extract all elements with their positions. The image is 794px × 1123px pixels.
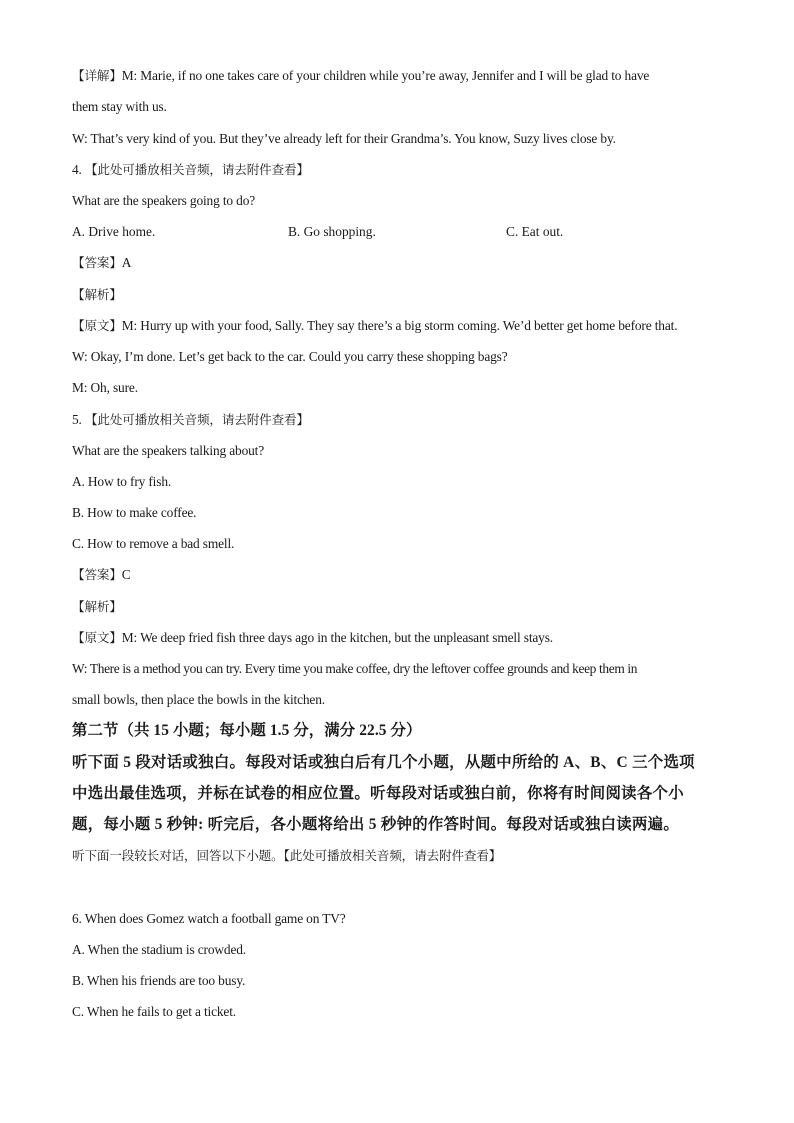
q5-audio-link[interactable]: 【此处可播放相关音频，请去附件查看】	[84, 412, 309, 427]
section-instruction-1: 听下面 5 段对话或独白。每段对话或独白后有几个小题，从题中所给的 A、B、C 三个选项	[72, 754, 695, 771]
answer-tag: 【答案】	[72, 255, 122, 270]
q6-option-b: B. When his friends are too busy.	[72, 973, 246, 988]
q5-transcript-line	[72, 630, 732, 646]
q3-response-line: W: That’s very kind of you. But they’ve already left for their Grandma’s. You know, Suzy lives close by.	[72, 131, 616, 146]
section-instruction-2: 中选出最佳选项，并标在试卷的相应位置。听每段对话或独白前，你将有时间阅读各个小	[72, 785, 684, 802]
q4-audio-link[interactable]: 【此处可播放相关音频，请去附件查看】	[84, 162, 309, 177]
section-instruction-3: 题，每小题 5 秒钟: 听完后，各小题将给出 5 秒钟的作答时间。每段对话或独白读两遍。	[72, 816, 680, 833]
q3-detail-line	[72, 68, 732, 84]
detail-tag: 【详解】	[72, 68, 122, 83]
q6-option-a: A. When the stadium is crowded.	[72, 942, 246, 957]
q6-question: 6. When does Gomez watch a football game on TV?	[72, 911, 346, 926]
q5-number: 5.	[72, 412, 82, 427]
answer-value: C	[121, 567, 131, 582]
transcript-tag: 【原文】	[72, 318, 122, 333]
q4-option-c: C. Eat out.	[506, 224, 564, 239]
q6-option-c: C. When he fails to get a ticket.	[72, 1004, 236, 1019]
q4-header	[72, 162, 732, 178]
detail-text: M: Marie, if no one takes care of your children while you’re away, Jennifer and I will be glad to have	[121, 68, 650, 83]
q4-analysis	[72, 287, 732, 303]
q5-answer	[72, 567, 732, 583]
section-title: 第二节（共 15 小题；每小题 1.5 分，满分 22.5 分）	[72, 722, 422, 739]
q5-transcript-line-2: W: There is a method you can try. Every time you make coffee, dry the leftover coffee grounds and keep them in	[72, 661, 638, 676]
q5-question: What are the speakers talking about?	[72, 443, 265, 458]
analysis-tag: 【解析】	[72, 287, 122, 302]
analysis-tag: 【解析】	[72, 599, 122, 614]
transcript-tag: 【原文】	[72, 630, 122, 645]
q4-answer	[72, 255, 732, 271]
q5-option-a: A. How to fry fish.	[72, 474, 172, 489]
q4-transcript-line-2: W: Okay, I’m done. Let’s get back to the car. Could you carry these shopping bags?	[72, 349, 508, 364]
q5-analysis	[72, 599, 732, 615]
q4-option-b: B. Go shopping.	[288, 224, 376, 239]
transcript-text: M: We deep fried fish three days ago in the kitchen, but the unpleasant smell stays.	[121, 630, 553, 645]
transcript-text: M: Hurry up with your food, Sally. They say there’s a big storm coming. We’d better get home before that.	[121, 318, 678, 333]
q5-option-c: C. How to remove a bad smell.	[72, 536, 235, 551]
answer-tag: 【答案】	[72, 567, 122, 582]
section-prompt[interactable]: 听下面一段较长对话，回答以下小题。【此处可播放相关音频，请去附件查看】	[72, 848, 502, 863]
q5-header	[72, 412, 732, 428]
q4-transcript-line	[72, 318, 732, 334]
q3-detail-line-2: them stay with us.	[72, 99, 167, 114]
q4-option-a: A. Drive home.	[72, 224, 156, 239]
answer-value: A	[121, 255, 132, 270]
q5-option-b: B. How to make coffee.	[72, 505, 197, 520]
q5-transcript-line-3: small bowls, then place the bowls in the kitchen.	[72, 692, 325, 707]
q4-question: What are the speakers going to do?	[72, 193, 256, 208]
q4-transcript-line-3: M: Oh, sure.	[72, 380, 138, 395]
q4-number: 4.	[72, 162, 82, 177]
